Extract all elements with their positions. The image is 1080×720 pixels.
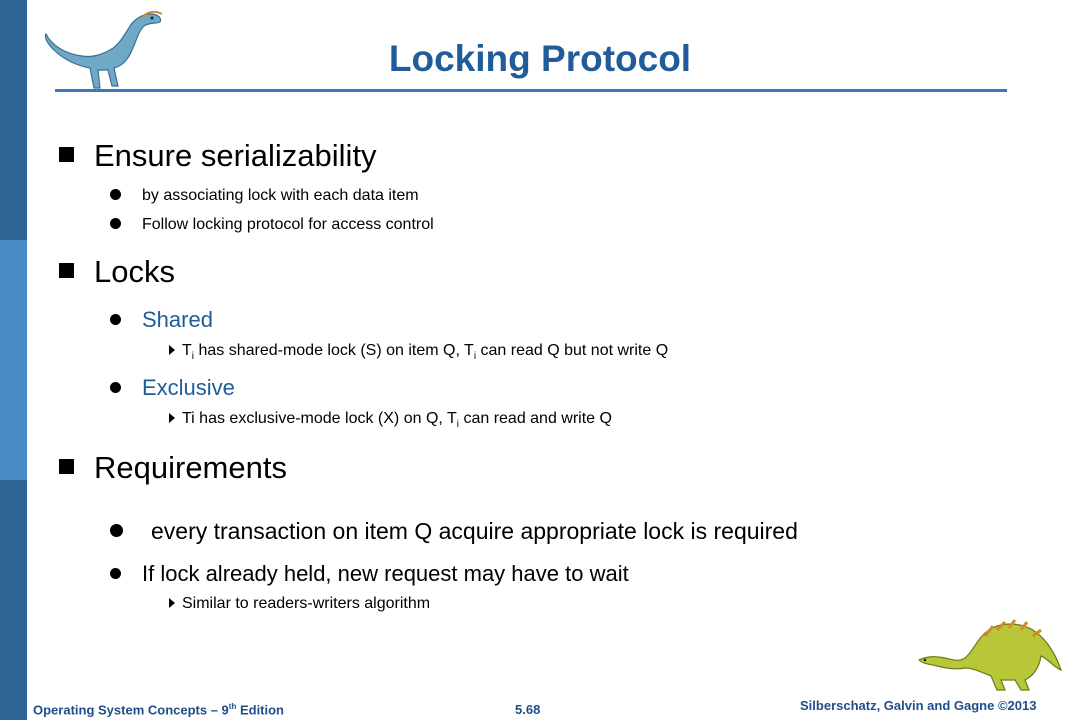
triangle-bullet-icon: [169, 413, 175, 423]
subscript: i: [191, 351, 195, 363]
list-item: [110, 518, 798, 545]
footer-page-number: 5.68: [515, 702, 541, 717]
footer-copyright: Silberschatz, Galvin and Gagne ©2013: [800, 698, 1037, 713]
list-item-shared: [110, 307, 213, 333]
sub-list-item: [169, 410, 612, 430]
round-bullet-icon: [110, 189, 121, 200]
round-bullet-icon: [110, 314, 121, 325]
sub-list-item: [169, 595, 430, 613]
left-bar-segment-middle: [0, 240, 27, 480]
list-item: [110, 187, 419, 205]
round-bullet-icon: [110, 382, 121, 393]
dinosaur-footer-icon: [915, 612, 1065, 692]
sub-list-item-text: Similar to readers-writers algorithm: [182, 595, 431, 612]
subscript: i: [456, 419, 459, 431]
section-ensure-serializability: [59, 138, 377, 174]
round-bullet-icon: [110, 218, 121, 229]
triangle-bullet-icon: [169, 598, 175, 608]
sub-list-item: [169, 342, 668, 362]
list-item-text: Follow locking protocol for access control: [142, 216, 434, 233]
subscript: i: [473, 351, 477, 363]
list-item-exclusive: [110, 375, 235, 401]
round-bullet-icon: [110, 524, 123, 537]
text: can read and write Q: [459, 410, 612, 427]
triangle-bullet-icon: [169, 345, 175, 355]
section-heading: Ensure serializability: [94, 138, 377, 173]
left-color-bar: [0, 0, 27, 720]
text: Operating System Concepts – 9: [33, 702, 229, 718]
slide-title: Locking Protocol: [388, 38, 692, 79]
text: Edition: [236, 702, 285, 718]
section-heading: Locks: [94, 254, 175, 289]
list-item-text: Exclusive: [142, 375, 235, 400]
list-item-text: If lock already held, new request may have to wait: [142, 561, 629, 586]
text: Ti has exclusive-mode lock (X) on Q, T: [182, 410, 457, 427]
superscript: th: [228, 702, 237, 711]
section-locks: [59, 254, 175, 290]
title-divider: [55, 89, 1007, 92]
left-bar-segment-bottom: [0, 480, 27, 720]
square-bullet-icon: [59, 263, 74, 278]
footer-book-title: [33, 702, 284, 717]
list-item-text: Shared: [142, 307, 213, 332]
text: can read Q but not write Q: [476, 342, 669, 359]
list-item-text: by associating lock with each data item: [142, 187, 419, 204]
text: has shared-mode lock (S) on item Q, T: [194, 342, 474, 359]
section-requirements: [59, 450, 287, 486]
section-heading: Requirements: [94, 450, 287, 485]
left-bar-segment-top: [0, 0, 27, 240]
square-bullet-icon: [59, 459, 74, 474]
text: T: [182, 342, 192, 359]
square-bullet-icon: [59, 147, 74, 162]
list-item-text: every transaction on item Q acquire appropriate lock is required: [151, 518, 798, 544]
list-item: [110, 216, 434, 234]
list-item: [110, 561, 629, 587]
round-bullet-icon: [110, 568, 121, 579]
